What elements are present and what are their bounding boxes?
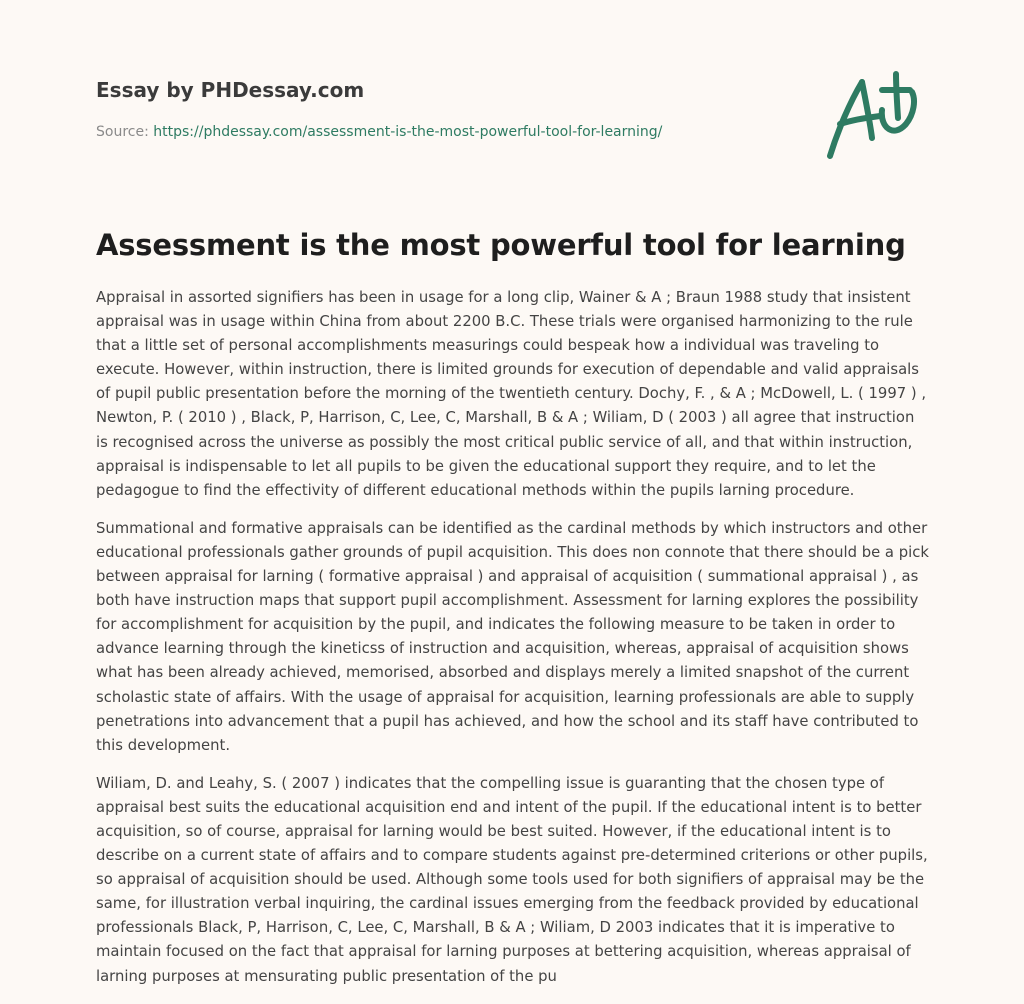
a-plus-logo-icon: [826, 68, 926, 164]
essay-paragraph-3: Wiliam, D. and Leahy, S. ( 2007 ) indicates that the compelling issue is guaranting that the chosen type of appraisal best suits the educational acquisition end and intent of the pupil. If the educational intent is to better acquisition, so of course, appraisal for larning would be best suited. However, if the educational intent is to describe on a current state of affairs and to compare students against pre-determined criterions or other pupils, so appraisal of acquisition should be used. Although some tools used for both signifiers of appraisal may be the same, for illustration verbal inquiring, the cardinal issues emerging from the feedback provided by educational professionals Black, P, Harrison, C, Lee, C, Marshall, B & A ; Wiliam, D 2003 indicates that it is imperative to maintain focused on the fact that appraisal for larning purposes at bettering acquisition, whereas appraisal of larning purposes at mensurating public presentation of the pu: [96, 774, 928, 985]
essay-title: Assessment is the most powerful tool for learning: [96, 228, 906, 262]
source-label: Source:: [96, 124, 149, 140]
source-link[interactable]: https://phdessay.com/assessment-is-the-most-powerful-tool-for-learning/: [153, 124, 663, 140]
source-line: [96, 124, 662, 140]
essay-paragraph-2: Summational and formative appraisals can be identified as the cardinal methods by which instructors and other educational professionals gather grounds of pupil acquisition. This does non connote that there should be a pick between appraisal for larning ( formative appraisal ) and appraisal of acquisition ( summational appraisal ) , as both have instruction maps that support pupil accomplishment. Assessment for larning explores the possibility for accomplishment for acquisition by the pupil, and indicates the following measure to be taken in order to advance learning through the kineticss of instruction and acquisition, whereas, appraisal of acquisition shows what has been already achieved, memorised, absorbed and displays merely a limited snapshot of the current scholastic state of affairs. With the usage of appraisal for acquisition, learning professionals are able to supply penetrations into advancement that a pupil has achieved, and how the school and its staff have contributed to this development.: [96, 519, 929, 754]
site-title: Essay by PHDessay.com: [96, 78, 365, 102]
essay-body: [96, 286, 930, 986]
essay-paragraph-1: Appraisal in assorted signifiers has been in usage for a long clip, Wainer & A ; Braun 1988 study that insistent appraisal was in usage within China from about 2200 B.C. These trials were organised harmonizing to the rule that a little set of personal accomplishments measurings could bespeak how a individual was traveling to execute. However, within instruction, there is limited grounds for execution of dependable and valid appraisals of pupil public presentation before the morning of the twentieth century. Dochy, F. , & A ; McDowell, L. ( 1997 ) , Newton, P. ( 2010 ) , Black, P, Harrison, C, Lee, C, Marshall, B & A ; Wiliam, D ( 2003 ) all agree that instruction is recognised across the universe as possibly the most critical public service of all, and that within instruction, appraisal is indispensable to let all pupils to be given the educational support they require, and to let the pedagogue to find the effectivity of different educational methods within the pupils larning procedure.: [96, 289, 927, 499]
